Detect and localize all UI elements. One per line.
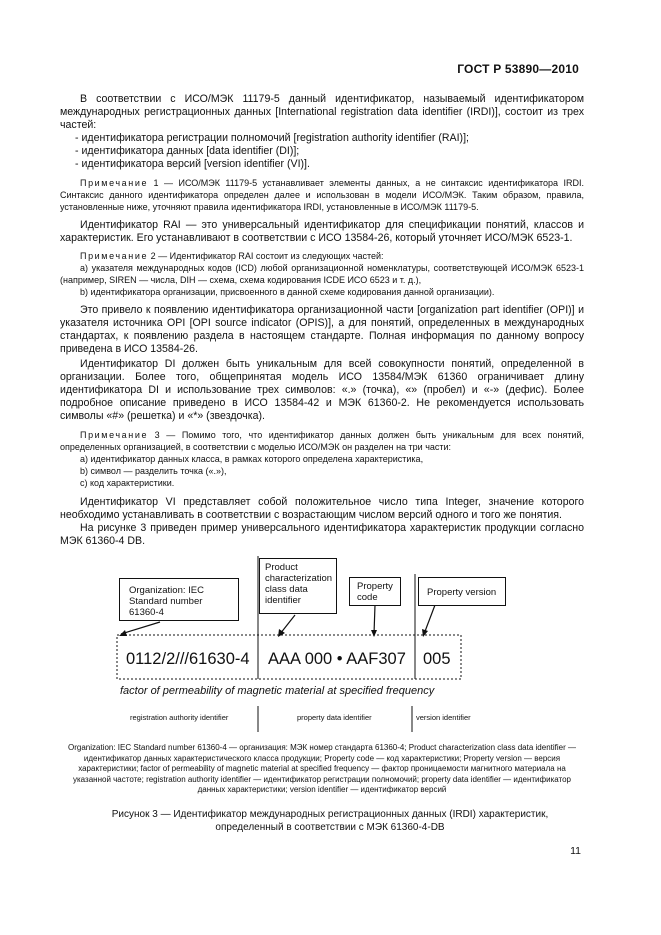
page-number: 11 [570,845,581,857]
arrowhead [422,629,428,637]
arrow-pcc [280,615,295,634]
note-2-item-a: а) указателя международных кодов (ICD) любой организационной номенклатуры, соответствующей ИСО/МЭК 6523-1 (например, SIREN — числа, DIH — схема, схема кодирования ICDE ИСО 6523 и т. д.), [60,263,584,285]
paragraph-irdi-intro: В соответствии с ИСО/МЭК 11179-5 данный идентификатор, называемый идентификатором международных регистрационных данных [International registration data identifier (IRDI)], состоит из трех частей: [60,93,584,131]
paragraph-di: Идентификатор DI должен быть уникальным для всей совокупности понятий, определенной в организации. Более того, общепринятая модель ИСО 13584/МЭК 61360 ограничивает длину идентификатора DI и использование трех символов: «.» (точка), «» (пробел) и «-» (дефис). Более подробное описание приведено в ИСО 13584-42 и МЭК 61360-2. Не рекомендуется использовать символы «#» (решетка) и «*» (звездочка). [60,358,584,422]
arrow-pcode [374,605,375,634]
note-3-item-c: c) код характеристики. [80,478,175,488]
note-text: 2 — Идентификатор RAI состоит из следующих частей: [148,251,384,261]
label-property-data-id: property data identifier [297,713,372,722]
note-3-item-a: а) идентификатор данных класса, в рамках которого определена характеристика, [80,454,424,464]
property-name: factor of permeability of magnetic material at specified frequency [120,685,435,697]
paragraph-rai: Идентификатор RAI — это универсальный идентификатор для спецификации понятий, классов и характеристик. Его устанавливают в соответствии с ИСО 13584-26, который уточняет ИСО/МЭК 6523-1. [60,219,584,244]
note-label: Примечание [80,178,149,188]
callout-product-class: Product characterization class data identifier [259,558,337,614]
arrowhead [278,629,285,637]
paragraph-opi: Это привело к появлению идентификатора организационной части [organization part identifier (OPI)] и указателя источника OPI [OPI source indicator (OPIS)], а для понятий, определенных в международных стандартах, к появлению раздела в настоящем стандарте. Полная информация по данному вопросу приведена в ИСО 13584-26. [60,304,584,355]
code-version: 005 [423,650,451,668]
arrowhead [371,630,377,637]
paragraph-figure-ref: На рисунке 3 приведен пример универсального идентификатора характеристик продукции согласно МЭК 61360-4 DB. [60,522,584,547]
callout-organization: Organization: IEC Standard number 61360-4 [119,578,239,621]
note-3-item-b: b) символ — разделить точка («.»), [80,466,227,476]
note-text: 3 — Помимо того, что идентификатор данных должен быть уникальным для всех понятий, определенных организацией, в соответствии с моделью ИСО/МЭК он разделен на три части: [60,430,584,452]
arrow-org [121,622,160,634]
arrowhead [119,630,127,636]
legend-text: Organization: IEC Standard number 61360-4 — организация: МЭК номер стандарта 61360-4; Product characterization class data identifier — идентификатор данных характеристического класса продукции; Property code — код характеристики; Property version — версия характеристики; factor of permeability of magnetic material at specified frequency — фактор проницаемости магнитного материала на указанной частоте; registration authority identifier — идентификатор регистрации полномочий; property data identifier — идентификатор данных характеристики; version identifier — идентификатор версий [68,743,576,794]
caption-line-2: определенный в соответствии с МЭК 61360-4-DB [215,821,445,833]
note-text: 1 — ИСО/МЭК 11179-5 устанавливает элементы данных, а не синтаксис идентификатора IRDI. Синтаксис данного идентификатора определен далее и использован в модели ИСО/МЭК. Таким образом, правила, установленные ниже, уточняют правила идентификатора IRDI, установленные в ИСО/МЭК 11179-5. [60,178,584,212]
label-rai: registration authority identifier [130,713,229,722]
code-rai: 0112/2///61630-4 [126,650,250,668]
callout-property-version: Property version [418,577,506,606]
note-label: Примечание [80,251,149,261]
note-2-item-b: b) идентификатора организации, присвоенного в данной схеме кодирования данной организации). [80,287,495,297]
note-label: Примечание [80,430,149,440]
callout-property-code: Property code [349,577,401,606]
figure-legend [60,743,584,796]
label-version-id: version identifier [416,713,471,722]
caption-line-1: Рисунок 3 — Идентификатор международных регистрационных данных (IRDI) характеристик, [111,809,549,820]
figure-caption [60,809,600,834]
paragraph-vi: Идентификатор VI представляет собой положительное число типа Integer, значение которого необходимо устанавливать в соответствии с возрастающим числом версий одного и того же понятия. [60,496,584,521]
list-item: - идентификатора регистрации полномочий [registration authority identifier (RAI)]; [75,132,469,144]
document-id: ГОСТ Р 53890—2010 [457,62,579,76]
list-item: - идентификатора данных [data identifier (DI)]; [75,145,300,157]
arrow-pver [424,605,435,634]
list-item: - идентификатора версий [version identifier (VI)]. [75,158,310,170]
code-data-identifier: AAA 000 • AAF307 [268,650,406,668]
